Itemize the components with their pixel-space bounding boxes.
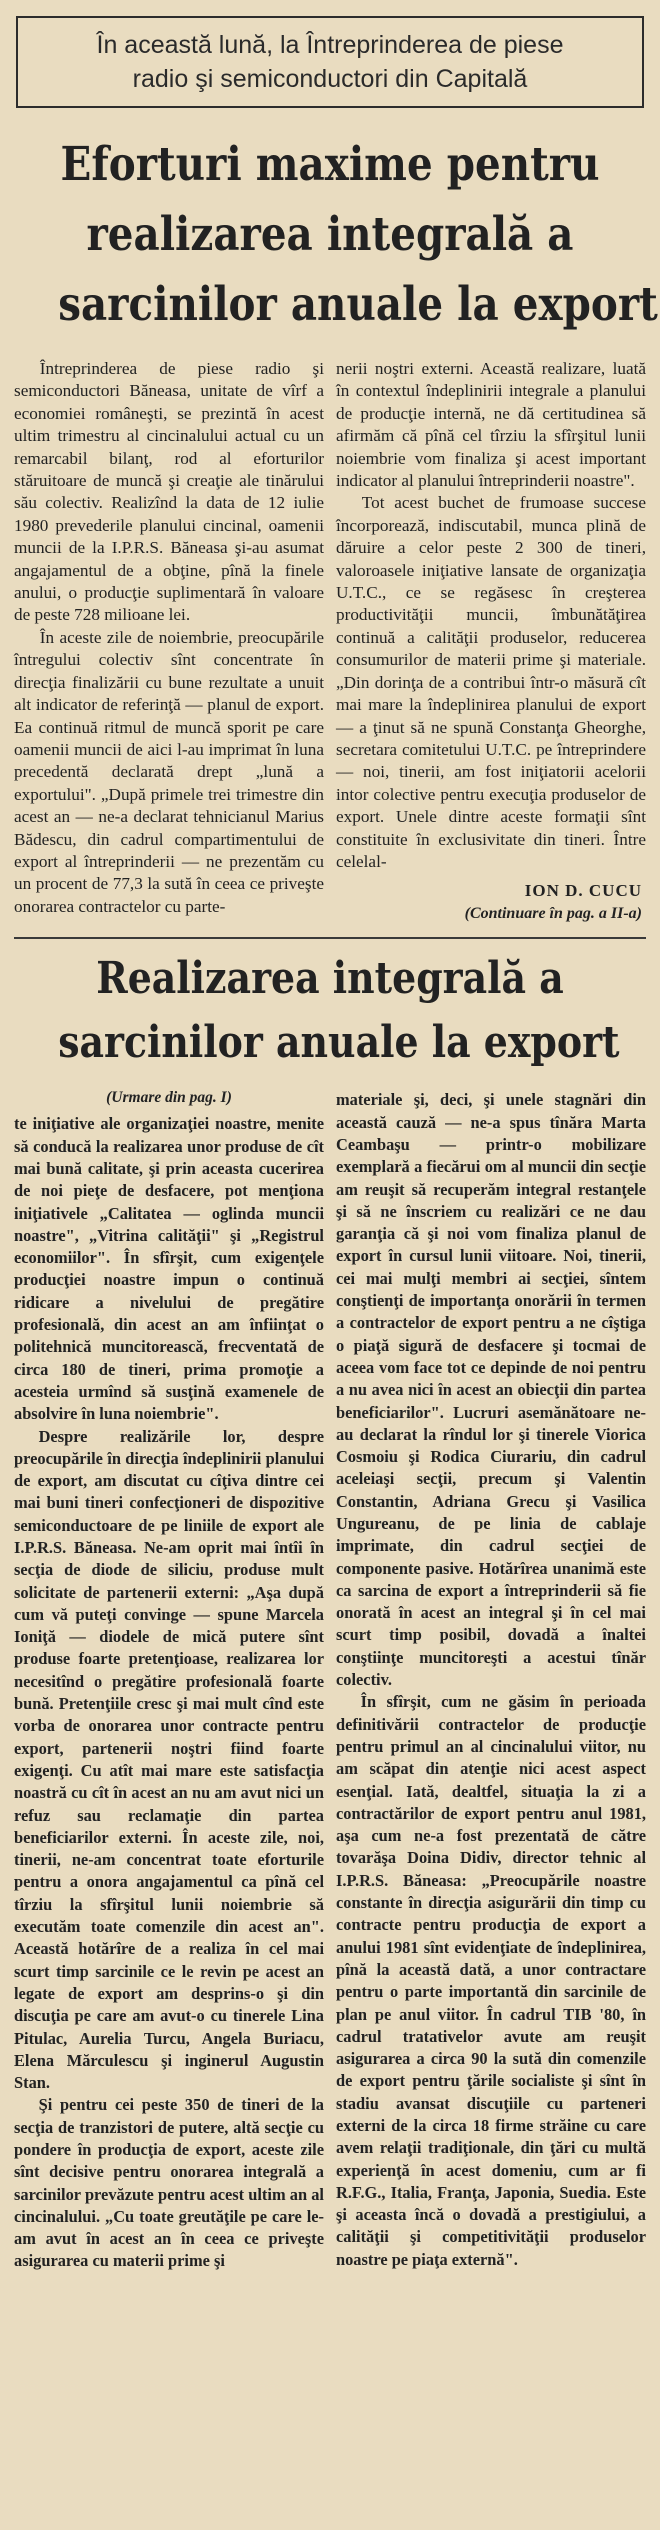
kicker-box <box>16 16 644 108</box>
article-1-paragraph: Întreprinderea de piese radio şi semiconductori Băneasa, unitate de vîrf a economiei româneşti, se prezintă în acest ultim trimestru al cincinalului actual cu un remarcabil bilanţ, rod al eforturilor stăruitoare de muncă şi creaţie ale tinărului său colectiv. Realizînd la data de 12 iulie 1980 prevederile planului cincinal, oamenii muncii de la I.P.R.S. Băneasa şi-au asumat angajamentul de a obţine, pînă la finele anului, o producţie suplimentară în valoare de peste 728 milioane lei. <box>14 359 324 625</box>
article-1-left-column <box>14 358 324 923</box>
from-page-note[interactable]: (Urmare din pag. I) <box>106 1089 232 1107</box>
article-2-paragraph: Şi pentru cei peste 350 de tineri de la secţia de tranzistori de putere, altă secţie cu pondere în producţia de export, aceste zile sînt decisive pentru onorarea integrală a sarcinilor prevăzute pentru acest ultim an al cincinalului. „Cu toate greutăţile pe care le-am avut în acest an în ceea ce priveşte asigurarea cu materii prime şi <box>14 2095 324 2271</box>
article-1-body <box>14 358 646 923</box>
article-1-paragraph: Tot acest buchet de frumoase succese încorporează, indiscutabil, munca plină de dăruire a celor peste 2 300 de tineri, valoroasele iniţiative lansate de organizaţia U.T.C., ce se regăsesc în creşterea productivităţii muncii, îmbunătăţirea continuă a calităţii produselor, reducerea consumurilor de materii prime şi materiale. „Din dorinţa de a contribui într-o măsură cît mai mare la îndeplinirea planului de export — a ţinut să ne spună Constanţa Gheorghe, secretara comitetului U.T.C. pe întreprindere — noi, tinerii, am fost iniţiatorii acelorii intor colective pentru execuţia produselor de export. Unele dintre aceste formaţii sînt constituite în exclusivitate din tineri. Între celelal- <box>336 493 646 871</box>
article-2-right-column <box>336 1089 646 2272</box>
section-divider <box>14 937 646 939</box>
continued-link[interactable]: (Continuare în pag. a II-a) <box>464 905 642 923</box>
headline-line-2: sarcinilor anuale la export <box>58 1017 620 1069</box>
article-2-body <box>14 1089 646 2272</box>
headline-line-1: Realizarea integrală a <box>96 953 564 1005</box>
kicker-line-2: radio şi semiconductori din Capitală <box>132 65 528 93</box>
article-1-headline <box>14 130 658 340</box>
article-1-paragraph: nerii noştri externi. Această realizare, luată în contextul îndeplinirii integrale a planului de producţie internă, ne dă certitudinea să afirmăm că pînă cel tîrziu la sfîrşitul lunii noiembrie vom finaliza şi acest important indicator al planului întreprinderii noastre". <box>336 359 646 491</box>
article-2-paragraph: În sfîrşit, cum ne găsim în perioada definitivării contractelor de producţie pentru primul an al cincinalului viitor, nu am scăpat din atenţie nici acest aspect esenţial. Iată, dealtfel, situaţia la zi a contractărilor de export pentru anul 1981, aşa cum ne-a fost prezentată de către tovarăşa Doina Didiv, director tehnic al I.P.R.S. Băneasa: „Preocupările noastre constante în direcţia asigurării din timp cu contracte pentru producţia de export a anului 1981 sînt evidenţiate de îndeplinirea, pînă la această dată, a unor contractare pentru o parte importantă din sarcinile de plan pe anul viitor. În cadrul TIB '80, în cadrul tratativelor avute am reuşit asigurarea a circa 90 la sută din comenzile de export pentru ţările socialiste şi sînt în stadiu avansat discuţiile cu parteneri externi de la circa 18 firme străine cu care avem relaţii tradiţionale, din ţări cu multă experienţă în acest domeniu, cum ar fi R.F.G., Italia, Franţa, Japonia, Suedia. Este şi aceasta încă o dovadă a prestigiului, a calităţii şi competitivităţii produselor noastre pe piaţa externă". <box>336 1692 646 2269</box>
article-1-right-column <box>336 358 646 923</box>
article-1-paragraph: În aceste zile de noiembrie, preocupările întregului colectiv sînt concentrate în direcţia finalizării cu bune rezultate a unuit alt indicator de referinţă — planul de export. Ea continuă ritmul de muncă sporit pe care oamenii muncii de aici l-au imprimat în luna precedentă declarată drept „lună a exportului". „După primele trei trimestre din acest an — ne-a declarat tehnicianul Marius Bădescu, din cadrul compartimentului de export al întreprinderii — ne prezentăm cu un procent de 77,3 la sută în ceea ce priveşte onorarea contractelor cu parte- <box>14 627 324 916</box>
article-2-paragraph: materiale şi, deci, şi unele stagnări din această cauză — ne-a spus tînăra Marta Ceambaşu — printr-o mobilizare exemplară a fiecărui om al muncii din secţie am reuşit să recuperăm integral restanţele şi să ne înscriem cu realizări ce ne dau garanţia că şi noi vom finaliza planul de export în cursul lunii viitoare. Noi, tinerii, cei mai mulţi membri ai secţiei, sîntem conştienţi de importanţa onorării în termen a contractelor de export pentru a ne cîştiga o piaţă sigură de desfacere şi tocmai de aceea vom face tot ce depinde de noi pentru a nu avea nici în acest an obiecţii din partea beneficiarilor". Lucruri asemănătoare ne-au declarat la rîndul lor şi tinerele Viorica Cosmoiu şi Rodica Ciurariu, din cadrul aceleiaşi secţii, precum şi Valentin Constantin, Adriana Grecu şi Vasilica Ungureanu, de pe linia de cablaje imprimate, din cadrul secţiei de componente pasive. Hotărîrea unanimă este ca sarcina de export a întreprinderii să fie onorată în acest an integral şi în cel mai scurt timp posibil, dovadă a înaltei conştiinţe muncitoreşti a acestui tînăr colectiv. <box>336 1090 646 1690</box>
headline-line-3: sarcinilor anuale la export <box>58 277 658 332</box>
article-2-left-column <box>14 1089 324 2272</box>
headline-line-2: realizarea integrală a <box>86 207 574 262</box>
kicker-line-1: În această lună, la Întreprinderea de piese <box>96 31 564 59</box>
article-2-paragraph: te iniţiative ale organizaţiei noastre, menite să conducă la realizarea unor produse de cît mai bună calitate, şi prin aceasta cucerirea de noi pieţe de desfacere, pot menţiona iniţiativele „Calitatea — oglinda muncii noastre", „Vitrina calităţii" şi „Registrul economiilor". În sfîrşit, cum exigenţele producţiei noastre impun o continuă ridicare a nivelului de pregătire profesională, din acest an am înfiinţat o politehnică muncitorească, frecventată de circa 180 de tineri, prima promoţie a acesteia urmînd să susţină examenele de absolvire în luna noiembrie". <box>14 1114 324 1424</box>
article-2-headline <box>14 947 646 1075</box>
author-byline: ION D. CUCU <box>524 881 642 901</box>
headline-line-1: Eforturi maxime pentru <box>60 137 600 192</box>
article-2-paragraph: Despre realizările lor, despre preocupările în direcţia îndeplinirii planului de export, am discutat cu cîţiva dintre cei mai buni tineri confecţioneri de dispozitive semiconductoare de pe liniile de export ale I.P.R.S. Băneasa. Ne-am oprit mai întîi în secţia de diode de siliciu, produse mult solicitate de partenerii externi: „Aşa după cum vă puteţi convinge — spune Marcela Ioniţă — diodele de mică putere sînt produse foarte pretenţioase, realizarea lor necesitînd o pregătire profesională foarte bună. Pretenţiile cresc şi mai mult cînd este vorba de onorarea unor contracte pentru export, partenerii noştri fiind foarte exigenţi. Cu atît mai mare este satisfacţia noastră cu cît în acest an nu am avut nici un refuz sau reclamaţie din partea beneficiarilor externi. În aceste zile, noi, tinerii, ne-am concentrat toate eforturile pentru a onora angajamentul ca pînă cel tîrziu la sfîrşitul lunii noiembrie să executăm toate comenzile din acest an". Această hotărîre de a realiza în cel mai scurt timp sarcinile ce le revin pe acest an legate de export am desprins-o şi din discuţia pe care am avut-o cu tinerele Lina Pitulac, Aurelia Turcu, Angela Buriacu, Elena Mărculescu şi inginerul Augustin Stan. <box>14 1426 324 2093</box>
